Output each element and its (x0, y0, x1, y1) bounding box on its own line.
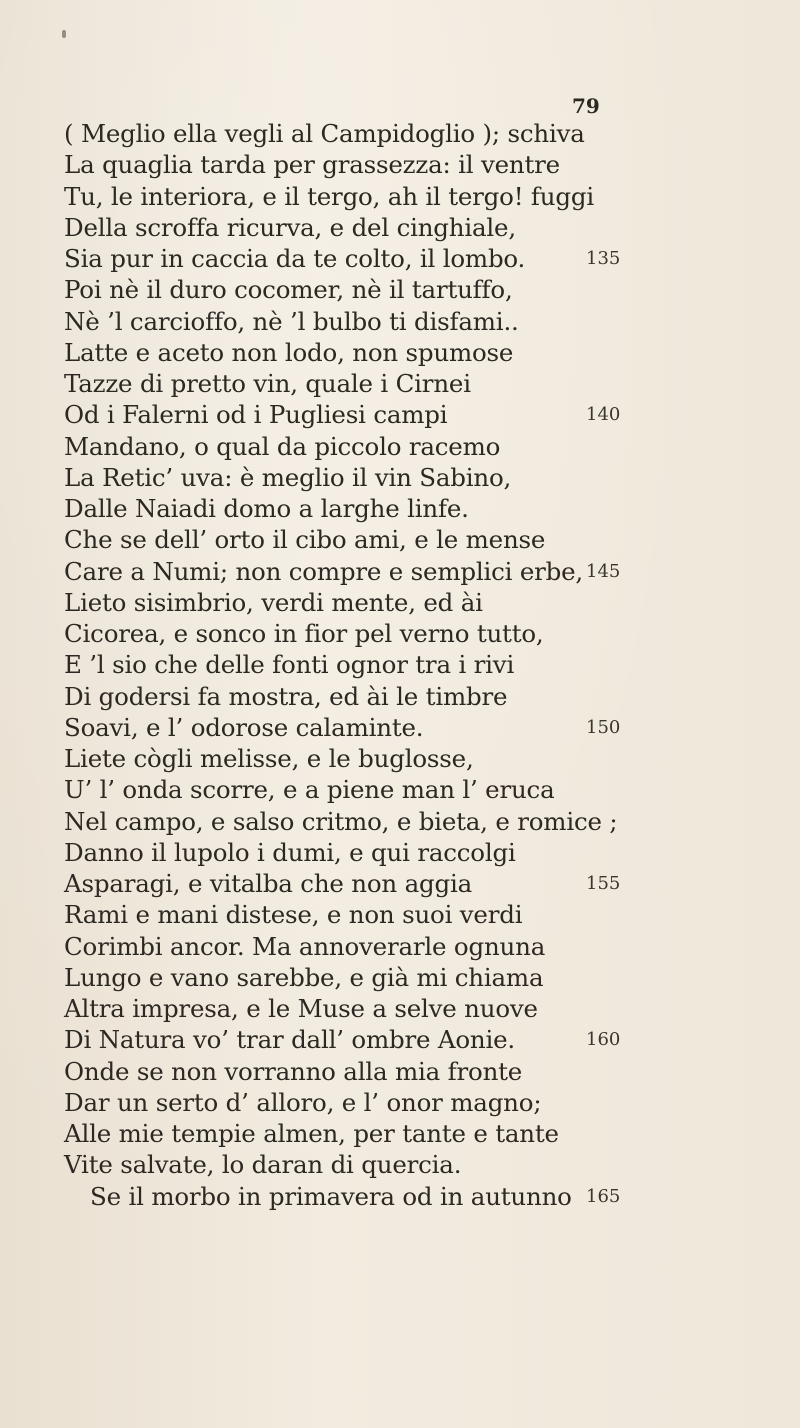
verse-line: Poi nè il duro cocomer, nè il tartuffo, (64, 275, 513, 305)
verse-line: U’ l’ onda scorre, e a piene man l’ eruca (64, 775, 555, 805)
ink-mark (62, 30, 66, 38)
line-number: 165 (586, 1185, 621, 1207)
verse-line: Dar un serto d’ alloro, e l’ onor magno; (64, 1087, 542, 1117)
verse-line: Nel campo, e salso critmo, e bieta, e romice ; (64, 806, 618, 836)
verse-line: Vite salvate, lo daran di quercia. (64, 1150, 462, 1180)
verse-line: Nè ’l carcioffo, nè ’l bulbo ti disfami.. (64, 306, 519, 336)
verse-line: Tu, le interiora, e il tergo, ah il tergo! fuggi (64, 181, 594, 211)
verse-line: Sia pur in caccia da te colto, il lombo. (64, 244, 526, 273)
verse-line: Che se dell’ orto il cibo ami, e le mense (64, 525, 546, 555)
line-number: 150 (586, 716, 621, 738)
verse-line: Danno il lupolo i dumi, e qui raccolgi (64, 837, 516, 867)
verse-line: Asparagi, e vitalba che non aggia (64, 869, 472, 898)
verse-line: Liete cògli melisse, e le buglosse, (64, 744, 474, 773)
verse-line: Od i Falerni od i Pugliesi campi (64, 400, 448, 430)
verse-line: Lungo e vano sarebbe, e già mi chiama (64, 962, 544, 992)
verse-line: Rami e mani distese, e non suoi verdi (64, 900, 523, 930)
verse-line: Corimbi ancor. Ma annoverarle ognuna (64, 931, 546, 961)
line-number: 145 (586, 560, 621, 582)
verse-line: Dalle Naiadi domo a larghe linfe. (64, 494, 469, 523)
page-number: 79 (572, 94, 600, 118)
verse-line: Care a Numi; non compre e semplici erbe, (64, 556, 584, 586)
line-number: 140 (586, 404, 621, 426)
verse-line: Altra impresa, e le Muse a selve nuove (64, 994, 538, 1023)
verse-line: Di Natura vo’ trar dall’ ombre Aonie. (64, 1025, 516, 1055)
verse-line: La Retic’ uva: è meglio il vin Sabino, (64, 462, 512, 492)
verse-line: E ’l sio che delle fonti ognor tra i rivi (64, 650, 515, 680)
poem-text (64, 118, 624, 1212)
verse-line: Onde se non vorranno alla mia fronte (64, 1056, 523, 1086)
line-number: 135 (586, 248, 621, 269)
verse-line: Alle mie tempie almen, per tante e tante (64, 1119, 559, 1148)
verse-line: Cicorea, e sonco in fior pel verno tutto, (64, 619, 544, 648)
verse-line: Di godersi fa mostra, ed ài le timbre (64, 681, 508, 711)
verse-line: La quaglia tarda per grassezza: il ventre (64, 150, 560, 180)
verse-line: Della scroffa ricurva, e del cinghiale, (64, 212, 516, 242)
verse-line: Mandano, o qual da piccolo racemo (64, 431, 501, 461)
line-number: 155 (586, 873, 621, 894)
verse-line: Soavi, e l’ odorose calaminte. (64, 712, 424, 742)
verse-line: Se il morbo in primavera od in autunno (90, 1181, 572, 1211)
verse-line: ( Meglio ella vegli al Campidoglio ); schiva (64, 119, 585, 148)
verse-line: Latte e aceto non lodo, non spumose (64, 337, 514, 367)
verse-line: Lieto sisimbrio, verdi mente, ed ài (64, 587, 483, 617)
verse-line: Tazze di pretto vin, quale i Cirnei (64, 369, 471, 398)
line-number: 160 (586, 1029, 621, 1051)
